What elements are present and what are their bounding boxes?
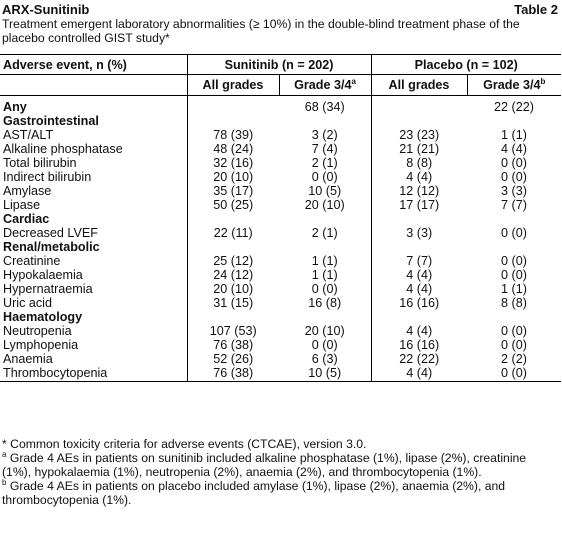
row-label: Lipase [3,198,41,212]
cell-sunitinib-all: 52 (26) [187,352,279,366]
table-row [0,352,561,366]
table-row [0,282,561,296]
drug-title: ARX-Sunitinib [2,2,90,17]
cell-sunitinib-g34: 2 (1) [311,156,338,170]
col-placebo-grade34: Grade 3/4$^b$ [467,75,561,96]
table-header [2,2,558,45]
row-label: Thrombocytopenia [0,366,187,382]
cell-placebo-g34: 0 (0) [501,338,527,352]
row-label: Creatinine [3,254,61,268]
table-row [0,142,561,156]
cell-sunitinib-all: 76 (38) [187,366,279,382]
cell-sunitinib-g34: 6 (3) [311,352,338,366]
cell-placebo-g34: 0 (0) [501,254,527,268]
cell-placebo-g34: 7 (7) [501,198,527,212]
cell-placebo-g34: 0 (0) [501,226,527,240]
table-caption: Treatment emergent laboratory abnormalities (≥ 10%) in the double-blind treatment phase of the placebo controlled GIST study* [2,17,520,45]
col-sunitinib-all-grades: All grades [187,75,279,96]
footnote [2,479,558,507]
cell-sunitinib-all: 32 (16) [187,156,279,170]
header-row-groups [0,55,561,75]
row-label: Any [3,100,27,114]
table-row [0,324,561,338]
table-row [0,338,561,352]
section-label: Haematology [3,310,83,324]
row-label: Indirect bilirubin [3,170,92,184]
footnote [2,451,558,479]
cell-sunitinib-g34: 10 (5) [308,184,342,198]
cell-sunitinib-g34: 0 (0) [311,338,338,352]
col-placebo-all-grades: All grades [371,75,467,96]
table-row [0,128,561,142]
cell-placebo-all: 16 (16) [371,338,467,352]
col-group-placebo: Placebo (n = 102) [371,55,561,75]
col-group-sunitinib: Sunitinib (n = 202) [187,55,371,75]
cell-placebo-all: 4 (4) [371,268,467,282]
cell-placebo-g34: 0 (0) [501,324,527,338]
cell-sunitinib-all: 20 (10) [187,170,279,184]
cell-placebo-all: 8 (8) [371,156,467,170]
row-label: AST/ALT [3,128,54,142]
table-row [0,184,561,198]
row-label: Total bilirubin [3,156,77,170]
cell-placebo-all: 7 (7) [371,254,467,268]
row-label: Hypokalaemia [3,268,83,282]
cell-placebo-g34: 0 (0) [501,268,527,282]
table-row [0,100,561,114]
cell-sunitinib-g34: 68 (34) [304,100,345,114]
row-label: Decreased LVEF [3,226,98,240]
footnote-mark: a [2,449,7,459]
footnotes [2,437,558,507]
cell-sunitinib-g34: 0 (0) [311,282,338,296]
cell-placebo-all: 4 (4) [371,170,467,184]
row-label: Anaemia [3,352,53,366]
cell-sunitinib-all: 78 (39) [187,128,279,142]
cell-placebo-all: 4 (4) [371,366,467,382]
cell-sunitinib-all: 76 (38) [187,338,279,352]
cell-placebo-all: 16 (16) [371,296,467,310]
col-adverse-event: Adverse event, n (%) [0,55,187,75]
cell-sunitinib-g34: 2 (1) [311,226,338,240]
cell-placebo-all: 4 (4) [371,282,467,296]
table-row [0,254,561,268]
table-row [0,170,561,184]
col-sunitinib-grade34: Grade 3/4$^a$ [279,75,371,96]
cell-placebo-g34: 22 (22) [494,100,534,114]
cell-sunitinib-all: 24 (12) [187,268,279,282]
cell-placebo-g34: 2 (2) [501,352,527,366]
cell-placebo-all: 17 (17) [371,198,467,212]
cell-placebo-g34: 1 (1) [501,282,527,296]
cell-placebo-g34: 3 (3) [501,184,527,198]
table-row [0,296,561,310]
section-label: Cardiac [3,212,50,226]
cell-sunitinib-g34: 0 (0) [311,170,338,184]
cell-placebo-g34: 0 (0) [501,156,527,170]
cell-placebo-all: 12 (12) [371,184,467,198]
row-label: Lymphopenia [3,338,79,352]
cell-sunitinib-g34: 1 (1) [311,254,338,268]
section-row [0,114,561,128]
cell-sunitinib-g34: 20 (10) [304,324,345,338]
header-row-grades [0,75,561,96]
cell-sunitinib-g34: 7 (4) [311,142,338,156]
cell-sunitinib-all: 35 (17) [187,184,279,198]
cell-sunitinib-g34: 10 (5) [279,366,371,382]
cell-placebo-g34: 8 (8) [501,296,527,310]
table-label: Table 2 [514,2,558,17]
cell-placebo-all: 3 (3) [371,226,467,240]
cell-placebo-g34: 4 (4) [501,142,527,156]
row-label: Neutropenia [3,324,72,338]
cell-placebo-all: 4 (4) [371,324,467,338]
cell-sunitinib-all [187,100,279,114]
table-row [0,226,561,240]
footnote-text: Grade 4 AEs in patients on sunitinib included alkaline phosphatase (1%), lipase (2%), creatinine (1%), hypokalaemia (1%), neutropenia (2%), anaemia (2%), and thrombocytopenia (1%). [2,451,527,479]
section-row [0,240,561,254]
title-row [2,2,558,17]
cell-placebo-g34: 0 (0) [501,170,527,184]
cell-sunitinib-all: 48 (24) [187,142,279,156]
table-body [0,96,561,382]
cell-sunitinib-all: 31 (15) [187,296,279,310]
row-label: Alkaline phosphatase [3,142,123,156]
cell-sunitinib-all: 22 (11) [187,226,279,240]
section-label: Gastrointestinal [3,114,99,128]
col-empty [0,75,187,96]
cell-sunitinib-g34: 1 (1) [311,268,338,282]
row-label: Hypernatraemia [3,282,93,296]
footnote [2,437,558,451]
footnote-b-marker: b [540,76,546,86]
row-label: Uric acid [3,296,52,310]
cell-placebo-all: 21 (21) [371,142,467,156]
cell-sunitinib-g34: 20 (10) [304,198,345,212]
cell-sunitinib-all: 20 (10) [187,282,279,296]
cell-placebo-all: 22 (22) [371,352,467,366]
footnote-text: Grade 4 AEs in patients on placebo included amylase (1%), lipase (2%), anaemia (2%), and thrombocytopenia (1%). [2,479,506,507]
table-row [0,156,561,170]
section-row [0,212,561,226]
section-row [0,310,561,324]
section-label: Renal/metabolic [3,240,100,254]
table-row [0,366,561,382]
cell-placebo-all: 23 (23) [371,128,467,142]
footnote-mark: * [2,437,7,451]
cell-sunitinib-all: 25 (12) [187,254,279,268]
cell-sunitinib-all: 107 (53) [187,324,279,338]
table-row [0,198,561,212]
cell-sunitinib-g34: 3 (2) [311,128,338,142]
cell-sunitinib-g34: 16 (8) [308,296,342,310]
lab-abnormalities-table [0,54,561,382]
cell-placebo-g34: 1 (1) [501,128,527,142]
cell-placebo-all [371,100,467,114]
footnote-text: Common toxicity criteria for adverse events (CTCAE), version 3.0. [6,437,367,451]
cell-placebo-g34: 0 (0) [467,366,561,382]
cell-sunitinib-all: 50 (25) [187,198,279,212]
footnote-mark: b [2,477,7,487]
row-label: Amylase [3,184,52,198]
table-row [0,268,561,282]
footnote-a-marker: a [351,76,356,86]
